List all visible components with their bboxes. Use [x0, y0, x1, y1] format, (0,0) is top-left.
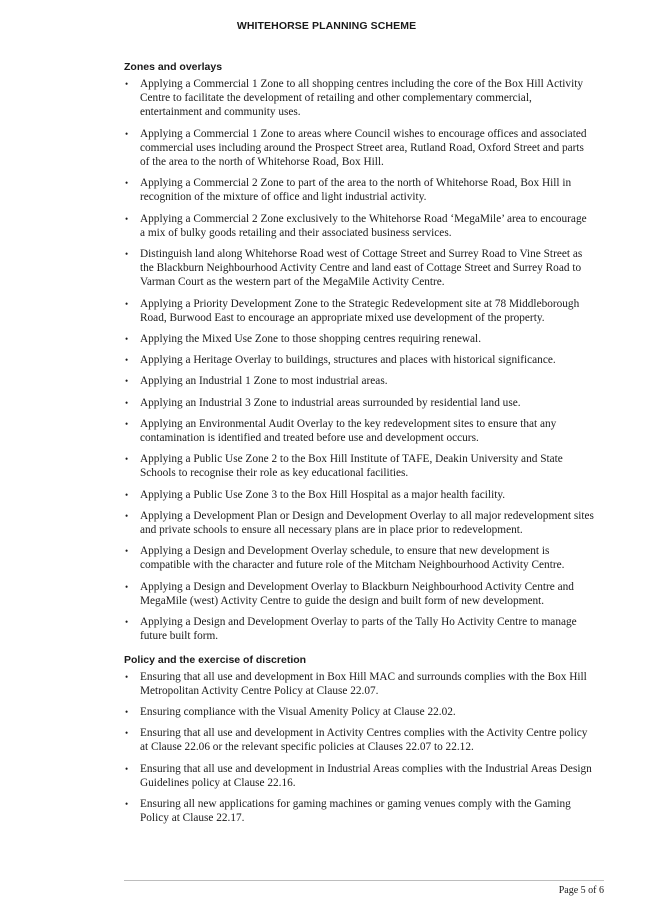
list-item-text: Applying a Commercial 1 Zone to areas where Council wishes to encourage offices and associated commercial uses including around the Prospect Street area, Rutland Road, Oxford Street and parts of the area to the north of Whitehorse Road, Box Hill.	[140, 127, 587, 169]
bullet-icon: •	[125, 798, 129, 809]
bullet-icon: •	[125, 213, 129, 224]
list-item	[124, 615, 594, 643]
list-item	[124, 247, 594, 290]
zones-list	[124, 77, 594, 644]
list-item	[124, 77, 594, 120]
list-item-text: Ensuring that all use and development in Industrial Areas complies with the Industrial Areas Design Guidelines policy at Clause 22.16.	[140, 762, 592, 789]
list-item-text: Applying the Mixed Use Zone to those shopping centres requiring renewal.	[140, 333, 482, 346]
bullet-icon: •	[125, 79, 129, 89]
list-item-text: Applying a Commercial 2 Zone to part of the area to the north of Whitehorse Road, Box Hill in recognition of the mixture of office and light industrial activity.	[140, 177, 572, 204]
document-body	[124, 60, 594, 832]
list-item	[124, 580, 594, 608]
list-item	[124, 127, 594, 170]
section-heading-policy: Policy and the exercise of discretion	[124, 653, 307, 666]
bullet-icon: •	[125, 397, 129, 408]
list-item-text: Applying an Environmental Audit Overlay to the key redevelopment sites to ensure that any contamination is identified and treated before use and development occurs.	[140, 417, 557, 445]
list-item	[124, 374, 594, 388]
bullet-icon: •	[125, 489, 129, 500]
bullet-icon: •	[125, 671, 129, 682]
list-item	[124, 705, 594, 719]
list-item-text: Applying a Development Plan or Design and Development Overlay to all major redevelopment sites and private schools to ensure all necessary plans are in place prior to redevelopment.	[140, 509, 594, 537]
list-item-text: Applying a Design and Development Overlay to parts of the Tally Ho Activity Centre to manage future built form.	[140, 616, 577, 643]
bullet-icon: •	[125, 298, 129, 309]
bullet-icon: •	[125, 706, 129, 717]
policy-list	[124, 670, 594, 826]
list-item	[124, 762, 594, 790]
list-item	[124, 488, 594, 502]
bullet-icon: •	[125, 334, 129, 345]
list-item-text: Applying a Commercial 1 Zone to all shopping centres including the core of the Box Hill Activity Centre to facilitate the development of retailing and other complementary commercial, entertainment and community uses.	[140, 78, 583, 119]
bullet-icon: •	[125, 376, 129, 387]
list-item-text: Applying a Public Use Zone 3 to the Box Hill Hospital as a major health facility.	[140, 488, 506, 501]
list-item-text: Applying a Heritage Overlay to buildings, structures and places with historical significance.	[140, 354, 556, 367]
page-number: Page 5 of 6	[558, 885, 604, 896]
list-item	[124, 452, 594, 480]
list-item	[124, 176, 594, 204]
bullet-icon: •	[125, 728, 129, 739]
section-heading-zones: Zones and overlays	[124, 61, 223, 73]
list-item-text: Applying an Industrial 1 Zone to most industrial areas.	[140, 375, 388, 388]
bullet-icon: •	[125, 510, 129, 521]
bullet-icon: •	[125, 454, 129, 465]
list-item-text: Ensuring all new applications for gaming machines or gaming venues comply with the Gaming Policy at Clause 22.17.	[140, 797, 571, 825]
list-item-text: Distinguish land along Whitehorse Road west of Cottage Street and Surrey Road to Vine Street as the Blackburn Neighbourhood Activity Centre and land east of Cottage Street and Surrey Road to Varman Court as the western part of the MegaMile Activity Centre.	[140, 248, 583, 289]
list-item	[124, 797, 594, 825]
bullet-icon: •	[125, 763, 129, 774]
list-item	[124, 332, 594, 346]
list-item	[124, 544, 594, 572]
list-item-text: Ensuring compliance with the Visual Amenity Policy at Clause 22.02.	[140, 705, 456, 718]
list-item	[124, 353, 594, 367]
list-item-text: Applying a Design and Development Overlay to Blackburn Neighbourhood Activity Centre and MegaMile (west) Activity Centre to guide the design and built form of new development.	[140, 580, 574, 607]
bullet-icon: •	[125, 128, 129, 139]
list-item-text: Applying a Priority Development Zone to the Strategic Redevelopment site at 78 Middleborough Road, Burwood East to encourage an appropriate mixed use development of the property.	[140, 297, 580, 324]
list-item	[124, 297, 594, 325]
list-item-text: Applying an Industrial 3 Zone to industrial areas surrounded by residential land use.	[140, 396, 521, 409]
bullet-icon: •	[125, 546, 129, 557]
list-item	[124, 670, 594, 698]
list-item	[124, 396, 594, 410]
list-item-text: Applying a Design and Development Overlay schedule, to ensure that new development is compatible with the character and future role of the Mitcham Neighbourhood Activity Centre.	[140, 545, 565, 572]
bullet-icon: •	[125, 581, 129, 592]
list-item	[124, 417, 594, 445]
bullet-icon: •	[125, 249, 129, 260]
bullet-icon: •	[125, 418, 129, 429]
bullet-icon: •	[125, 617, 129, 628]
list-item-text: Applying a Public Use Zone 2 to the Box Hill Institute of TAFE, Deakin University and State Schools to recognise their role as key educational facilities.	[140, 453, 563, 480]
list-item	[124, 509, 594, 537]
list-item	[124, 726, 594, 754]
list-item-text: Applying a Commercial 2 Zone exclusively to the Whitehorse Road ‘MegaMile’ area to encourage a mix of bulky goods retailing and their associated business services.	[140, 212, 587, 239]
bullet-icon: •	[125, 355, 129, 366]
page-header-title: WHITEHORSE PLANNING SCHEME	[236, 20, 417, 32]
footer-divider	[124, 880, 604, 881]
list-item-text: Ensuring that all use and development in Activity Centres complies with the Activity Centre policy at Clause 22.06 or the relevant specific policies at Clauses 22.07 to 22.12.	[140, 727, 588, 754]
bullet-icon: •	[125, 178, 129, 189]
list-item	[124, 212, 594, 240]
list-item-text: Ensuring that all use and development in Box Hill MAC and surrounds complies with the Box Hill Metropolitan Activity Centre Policy at Clause 22.07.	[140, 670, 587, 697]
